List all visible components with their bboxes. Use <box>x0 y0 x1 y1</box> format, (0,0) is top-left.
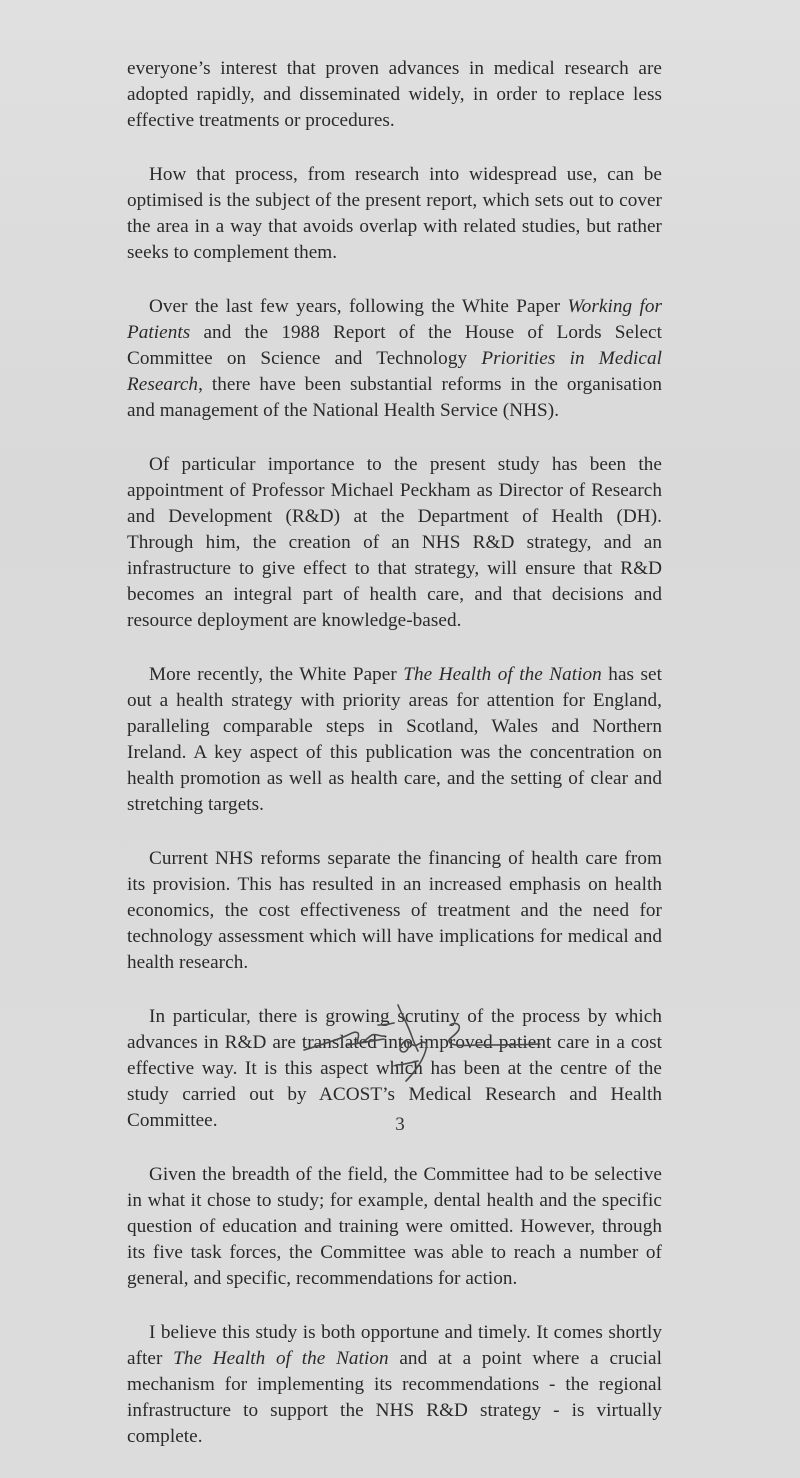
paragraph-9: I believe this study is both opportune and timely. It comes shortly after The Health of the Nation and at a point where a crucial mechanism for implementing its recommendations - the regional infrastructure to support the NHS R&D strategy - is virtually complete. <box>127 1322 662 1447</box>
paragraph-2: How that process, from research into widespread use, can be optimised is the subject of the present report, which sets out to cover the area in a way that avoids overlap with related studies, but rather seeks to complement them. <box>127 164 662 263</box>
title-health-of-the-nation-2: The Health of the Nation <box>173 1348 389 1369</box>
paragraph-8: Given the breadth of the field, the Committee had to be selective in what it chose to study; for example, dental health and the specific question of education and training were omitted. However, through its five task forces, the Committee was able to reach a number of general, and specific, recommendations for action. <box>127 1164 662 1289</box>
paragraph-6: Current NHS reforms separate the financing of health care from its provision. This has resulted in an increased emphasis on health economics, the cost effectiveness of treatment and the need for technology assessment which will have implications for medical and health research. <box>127 848 662 973</box>
page-number: 3 <box>395 1114 405 1135</box>
paragraph-3: Over the last few years, following the White Paper Working for Patients and the 1988 Report of the House of Lords Select Committee on Science and Technology Priorities in Medical Research, there have been substantial reforms in the organisation and management of the National Health Service (NHS). <box>127 296 663 421</box>
body-text <box>127 56 662 1478</box>
handwritten-signature <box>300 995 550 1085</box>
paragraph-4: Of particular importance to the present study has been the appointment of Professor Michael Peckham as Director of Research and Development (R&D) at the Department of Health (DH). Through him, the creation of an NHS R&D strategy, and an infrastructure to give effect to that strategy, will ensure that R&D becomes an integral part of health care, and that decisions and resource deployment are knowledge-based. <box>127 454 662 631</box>
title-health-of-the-nation: The Health of the Nation <box>403 664 602 685</box>
paragraph-7: In particular, there is growing scrutiny of the process by which advances in R&D are translated into improved patient care in a cost effective way. It is this aspect which has been at the centre of the study carried out by ACOST’s Medical Research and Health Committee. <box>127 1006 662 1131</box>
paragraph-1: everyone’s interest that proven advances in medical research are adopted rapidly, and disseminated widely, in order to replace less effective treatments or procedures. <box>127 58 662 131</box>
title-priorities-in-medical-research: Priorities in Medical Research <box>127 348 662 395</box>
paragraph-5: More recently, the White Paper The Health of the Nation has set out a health strategy with priority areas for attention for England, paralleling comparable steps in Scotland, Wales and Northern Ireland. A key aspect of this publication was the concentration on health promotion as well as health care, and the setting of clear and stretching targets. <box>127 664 662 815</box>
title-working-for-patients: Working for Patients <box>127 296 663 343</box>
